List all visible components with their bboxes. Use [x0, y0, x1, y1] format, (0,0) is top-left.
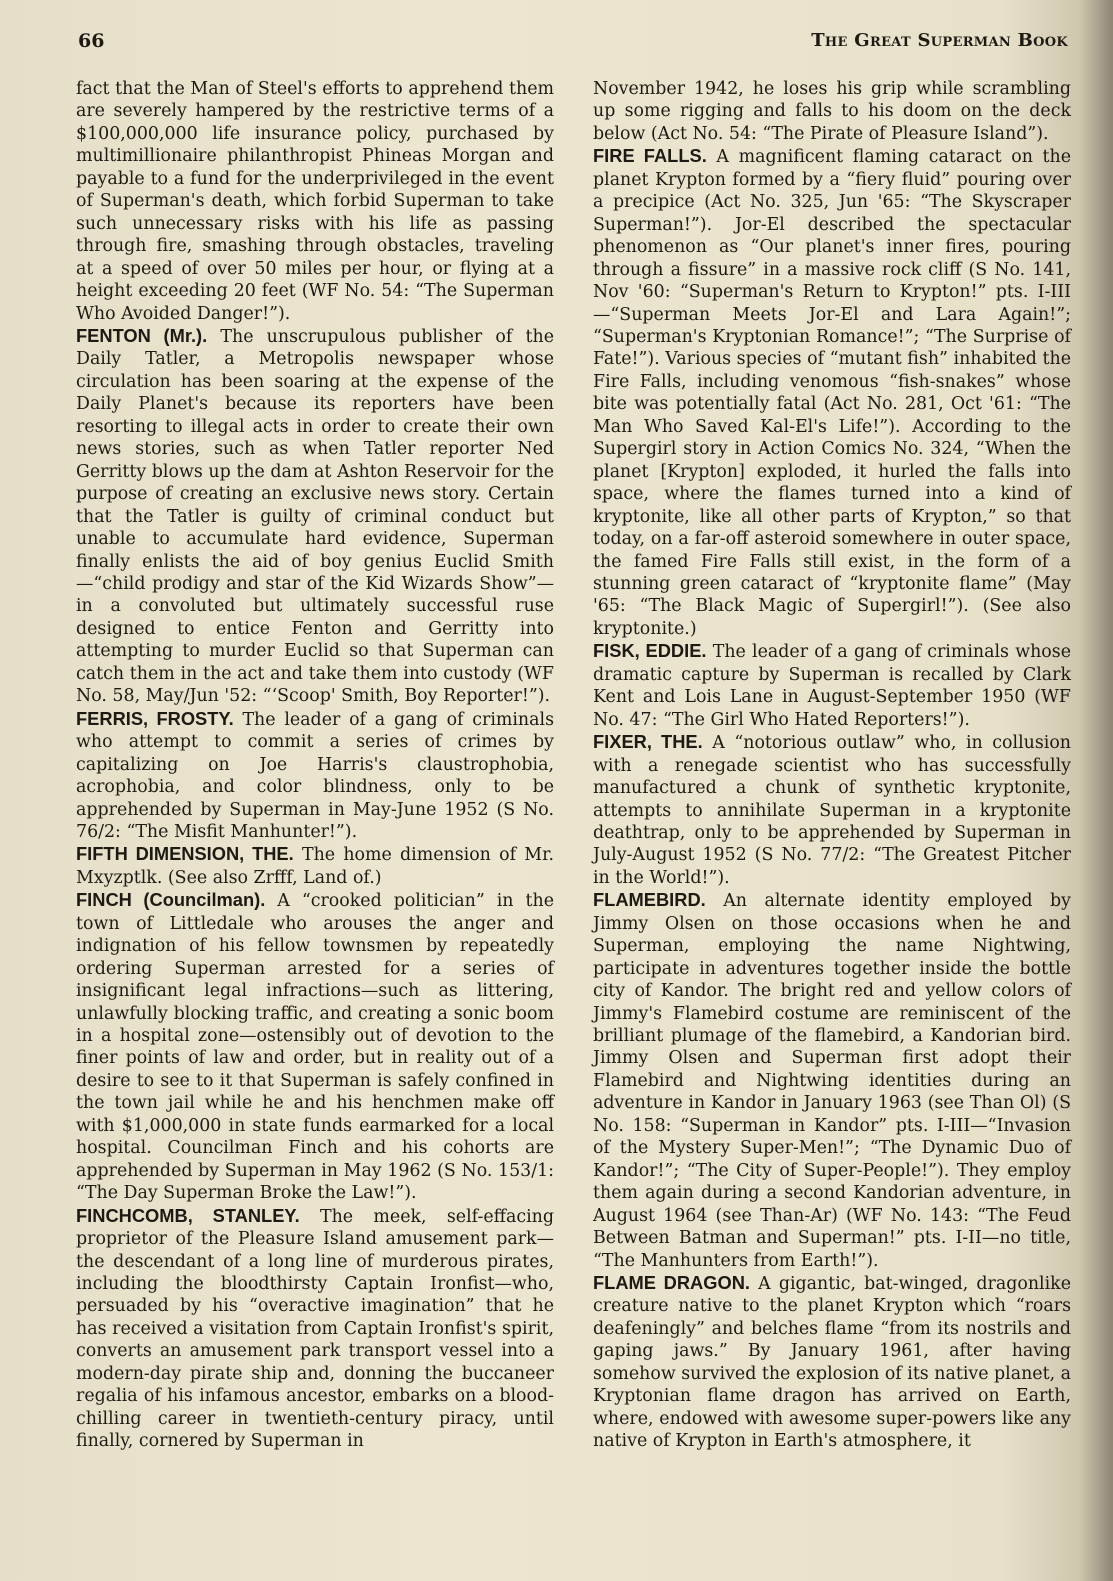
entry: [76, 708, 554, 844]
entry-term: FINCH (Councilman).: [76, 889, 266, 911]
entry-term: FENTON (Mr.).: [76, 324, 208, 346]
entry-term: FLAME DRAGON.: [593, 1272, 750, 1294]
entry-text: The leader of a gang of criminals who attempt to commit a series of crimes by capitalizing on Joe Harris's claustrophobia, acrophobia, and color blindness, only to be apprehended by Superman in May-June 1952 (S No. 76/2: “The Misfit Manhunter!”).: [76, 709, 554, 842]
entry: [593, 889, 1071, 1272]
entry-term: FISK, EDDIE.: [593, 640, 707, 662]
entry-text: fact that the Man of Steel's efforts to apprehend them are severely hampered by the restrictive terms of a $100,000,000 life insurance policy, purchased by multimillionaire philanthropist Phineas Morgan and payable to a fund for the underprivileged in the event of Superman's death, which forbid Superman to take such unnecessary risks with his life as passing through fire, smashing through obstacles, traveling at a speed of over 50 miles per hour, or flying at a height exceeding 20 feet (WF No. 54: “The Superman Who Avoided Danger!”).: [76, 79, 554, 324]
entry-text: A gigantic, bat-winged, dragonlike creature native to the planet Krypton which “roars deafeningly” and belches flame “from its nostrils and gaping jaws.” By January 1961, after having somehow survived the explosion of its native planet, a Kryptonian flame dragon has arrived on Earth, where, endowed with awesome super-powers like any native of Krypton in Earth's atmosphere, it: [593, 1274, 1071, 1452]
running-title: The Great Superman Book: [811, 30, 1068, 51]
entry-text: The meek, self-effacing proprietor of the Pleasure Island amusement park—the descendant of a long line of murderous pirates, including the bloodthirsty Captain Ironfist—who, persuaded by his “overactive imagination” that he has received a visitation from Captain Ironfist's spirit, converts an amusement park transport vessel into a modern-day pirate ship and, donning the buccaneer regalia of his infamous ancestor, embarks on a blood-chilling career in twentieth-century piracy, until finally, cornered by Superman in: [76, 1206, 554, 1452]
entry-text: An alternate identity employed by Jimmy Olsen on those occasions when he and Superman, employing the name Nightwing, participate in adventures together inside the bottle city of Kandor. The bright red and yellow colors of Jimmy's Flamebird costume are reminiscent of the brilliant plumage of the flamebird, a Kandorian bird. Jimmy Olsen and Superman first adopt their Flamebird and Nightwing identities during an adventure in Kandor in January 1963 (see Than Ol) (S No. 158: “Superman in Kandor” pts. I-III—“Invasion of the Mystery Super-Men!”; “The Dynamic Duo of Kandor!”; “The City of Super-People!”). They employ them again during a second Kandorian adventure, in August 1964 (see Than-Ar) (WF No. 143: “The Feud Between Batman and Superman!” pts. I-II—no title, “The Manhunters from Earth!”).: [593, 891, 1071, 1271]
entry-continuation: [76, 78, 554, 325]
entry: [76, 1205, 554, 1453]
entry-text: The unscrupulous publisher of the Daily Tatler, a Metropolis newspaper whose circulation has been soaring at the expense of the Daily Planet's because its reporters have been resorting to illegal acts in order to create their own news stories, such as when Tatler reporter Ned Gerritty blows up the dam at Ashton Reservoir for the purpose of creating an exclusive news story. Certain that the Tatler is guilty of criminal conduct but unable to accumulate hard evidence, Superman finally enlists the aid of boy genius Euclid Smith—“child prodigy and star of the Kid Wizards Show”—in a convoluted but ultimately successful ruse designed to entice Fenton and Gerritty into attempting to murder Euclid so that Superman can catch them in the act and take them into custody (WF No. 58, May/Jun '52: “‘Scoop' Smith, Boy Reporter!”).: [76, 326, 554, 707]
entry-term: FERRIS, FROSTY.: [76, 707, 234, 729]
entry: [593, 640, 1071, 731]
entry-text: A “notorious outlaw” who, in collusion with a renegade scientist who has successfully manufactured a chunk of synthetic kryptonite, attempts to annihilate Superman in a kryptonite deathtrap, only to be apprehended by Superman in July-August 1952 (S No. 77/2: “The Greatest Pitcher in the World!”).: [593, 733, 1071, 888]
entry: [593, 1272, 1071, 1453]
entry-term: FINCHCOMB, STANLEY.: [76, 1204, 300, 1226]
page-number: 66: [78, 30, 105, 52]
entry-text: A “crooked politician” in the town of Littledale who arouses the anger and indignation of his fellow townsmen by repeatedly ordering Superman arrested for a series of insignificant legal infractions—such as littering, unlawfully blocking traffic, and creating a sonic boom in a hospital zone—ostensibly out of devotion to the finer points of law and order, but in reality out of a desire to see to it that Superman is safely confined in the town jail while he and his henchmen make off with $1,000,000 in state funds earmarked for a local hospital. Councilman Finch and his cohorts are apprehended by Superman in May 1962 (S No. 153/1: “The Day Superman Broke the Law!”).: [76, 891, 554, 1204]
entry-term: FIFTH DIMENSION, THE.: [76, 843, 294, 865]
entry-term: FIXER, THE.: [593, 731, 703, 753]
entry: [76, 325, 554, 708]
entry: [76, 843, 554, 889]
entry-term: FIRE FALLS.: [593, 145, 707, 167]
entry-text: November 1942, he loses his grip while scrambling up some rigging and falls to his doom on the deck below (Act No. 54: “The Pirate of Pleasure Island”).: [593, 79, 1071, 144]
left-column: [76, 78, 554, 1453]
entry: [593, 731, 1071, 889]
right-column: [593, 78, 1071, 1453]
page-header: [78, 30, 1068, 56]
entry: [593, 145, 1071, 640]
entry: [76, 889, 554, 1204]
entry-term: FLAMEBIRD.: [593, 889, 706, 911]
entry-text: The leader of a gang of criminals whose dramatic capture by Superman is recalled by Clark Kent and Lois Lane in August-September 1950 (WF No. 47: “The Girl Who Hated Reporters!”).: [593, 642, 1071, 730]
entry-text: The home dimension of Mr. Mxyzptlk. (See also Zrfff, Land of.): [76, 845, 555, 888]
entry-text: A magnificent flaming cataract on the planet Krypton formed by a “fiery fluid” pouring over a precipice (Act No. 325, Jun '65: “The Skyscraper Superman!”). Jor-El described the spectacular phenomenon as “Our planet's inner fires, pouring through a fissure” in a massive rock cliff (S No. 141, Nov '60: “Superman's Return to Krypton!” pts. I-III—“Superman Meets Jor-El and Lara Again!”; “Superman's Kryptonian Romance!”; “The Surprise of Fate!”). Various species of “mutant fish” inhabited the Fire Falls, including venomous “fish-snakes” whose bite was potentially fatal (Act No. 281, Oct '61: “The Man Who Saved Kal-El's Life!”). According to the Supergirl story in Action Comics No. 324, “When the planet [Krypton] exploded, it hurled the falls into space, where the flames turned into a kind of kryptonite, like all other parts of Krypton,” so that today, on a far-off asteroid somewhere in outer space, the famed Fire Falls still exist, in the form of a stunning green cataract of “kryptonite flame” (May '65: “The Black Magic of Supergirl!”). (See also kryptonite.): [593, 147, 1072, 639]
entry-continuation: [593, 78, 1071, 145]
